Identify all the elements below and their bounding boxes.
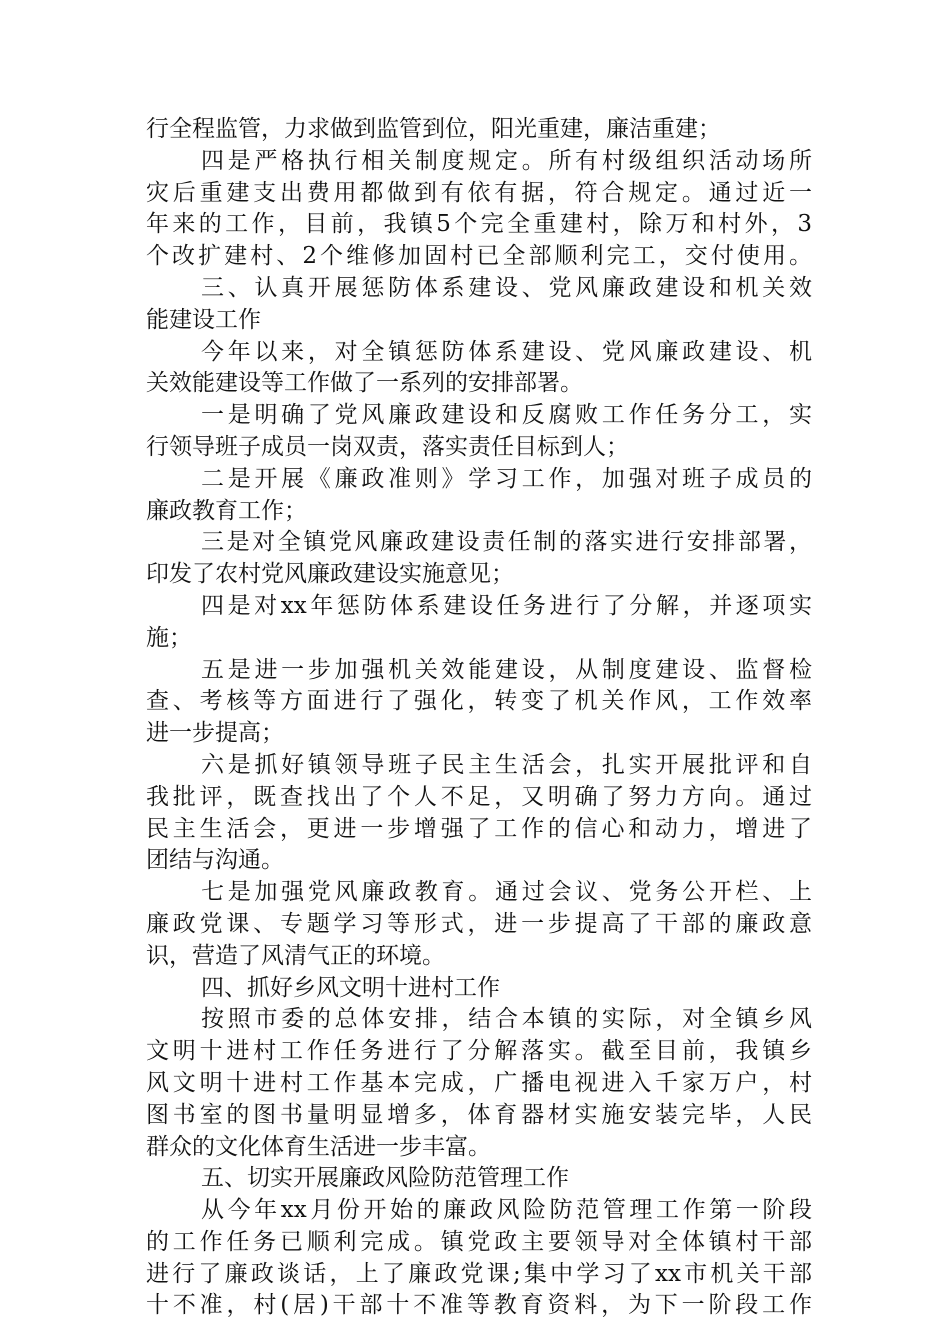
text-line: 进一步提高；	[146, 720, 284, 747]
text-line: 识，营造了风清气正的环境。	[146, 942, 445, 969]
text-line: 年来的工作，目前，我镇5个完全重建村，除万和村外，3	[146, 211, 812, 238]
text-line: 进行了廉政谈话，上了廉政党课;集中学习了xx市机关干部	[146, 1260, 812, 1287]
text-line: 能建设工作	[146, 306, 261, 333]
text-line: 个改扩建村、2个维修加固村已全部顺利完工，交付使用。	[146, 243, 812, 270]
text-line: 二是开展《廉政准则》学习工作，加强对班子成员的	[201, 465, 812, 492]
text-line: 行全程监管，力求做到监管到位，阳光重建，廉洁重建；	[146, 116, 721, 142]
text-line: 我批评，既查找出了个人不足，又明确了努力方向。通过	[146, 783, 812, 810]
text-line: 四是对xx年惩防体系建设任务进行了分解，并逐项实	[201, 592, 812, 619]
text-line: 群众的文化体育生活进一步丰富。	[146, 1133, 491, 1160]
text-line: 查、考核等方面进行了强化，转变了机关作风，工作效率	[146, 688, 812, 715]
text-line: 十不准，村(居)干部十不准等教育资料，为下一阶段工作	[146, 1292, 812, 1319]
text-line: 廉政党课、专题学习等形式，进一步提高了干部的廉政意	[146, 910, 812, 937]
text-line: 灾后重建支出费用都做到有依有据，符合规定。通过近一	[146, 179, 812, 206]
text-line: 三是对全镇党风廉政建设责任制的落实进行安排部署，	[201, 529, 812, 556]
text-line: 四、抓好乡风文明十进村工作	[201, 974, 500, 1001]
text-line: 团结与沟通。	[146, 847, 284, 874]
text-line: 关效能建设等工作做了一系列的安排部署。	[146, 370, 583, 397]
text-line: 行领导班子成员一岗双责，落实责任目标到人；	[146, 433, 629, 460]
text-line: 的工作任务已顺利完成。镇党政主要领导对全体镇村干部	[146, 1228, 812, 1255]
text-line: 从今年xx月份开始的廉政风险防范管理工作第一阶段	[201, 1197, 812, 1224]
text-line: 五、切实开展廉政风险防范管理工作	[201, 1165, 569, 1192]
text-line: 今年以来，对全镇惩防体系建设、党风廉政建设、机	[201, 338, 812, 365]
text-line: 三、认真开展惩防体系建设、党风廉政建设和机关效	[201, 274, 812, 301]
text-line: 风文明十进村工作基本完成，广播电视进入千家万户，村	[146, 1069, 812, 1096]
text-line: 印发了农村党风廉政建设实施意见；	[146, 561, 514, 588]
document-body	[146, 114, 812, 1322]
text-line: 民主生活会，更进一步增强了工作的信心和动力，增进了	[146, 815, 812, 842]
text-line: 廉政教育工作；	[146, 497, 307, 524]
text-line: 施；	[146, 624, 192, 651]
text-line: 四是严格执行相关制度规定。所有村级组织活动场所	[201, 147, 812, 174]
text-line: 文明十进村工作任务进行了分解落实。截至目前，我镇乡	[146, 1038, 812, 1065]
text-line: 一是明确了党风廉政建设和反腐败工作任务分工，实	[201, 402, 812, 429]
text-line: 六是抓好镇领导班子民主生活会，扎实开展批评和自	[201, 751, 812, 778]
text-line: 图书室的图书量明显增多，体育器材实施安装完毕，人民	[146, 1101, 812, 1128]
text-line: 七是加强党风廉政教育。通过会议、党务公开栏、上	[201, 879, 812, 906]
text-line: 按照市委的总体安排，结合本镇的实际，对全镇乡风	[201, 1006, 812, 1033]
text-line: 五是进一步加强机关效能建设，从制度建设、监督检	[201, 656, 812, 683]
